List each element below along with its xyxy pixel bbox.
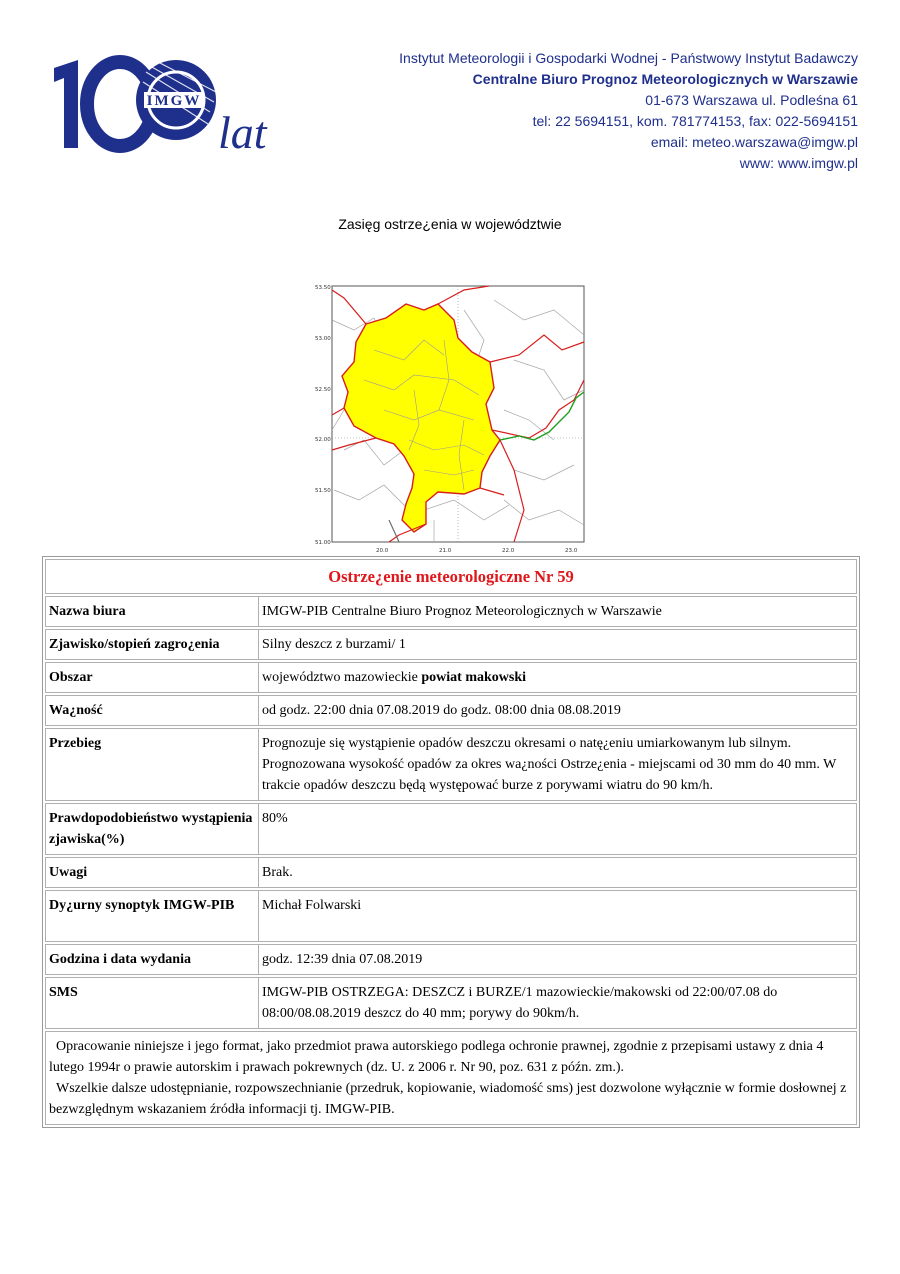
lat-label: 52.00: [315, 437, 331, 443]
row-value: 80%: [262, 811, 288, 826]
warning-title-row: [45, 559, 857, 594]
lat-label: 52.50: [315, 387, 331, 393]
row-label: Nazwa biura: [46, 597, 259, 626]
lat-label: 51.00: [315, 540, 331, 546]
area-region: województwo mazowieckie: [262, 670, 422, 685]
table-row: [45, 977, 857, 1029]
table-row: [45, 695, 857, 726]
row-value: godz. 12:39 dnia 07.08.2019: [262, 952, 423, 967]
lon-label: 22.0: [502, 548, 515, 554]
row-label: Uwagi: [46, 858, 259, 887]
row-value: Michał Folwarski: [262, 898, 362, 913]
row-label: Dy¿urny synoptyk IMGW-PIB: [46, 891, 259, 941]
email: email: meteo.warszawa@imgw.pl: [650, 134, 858, 150]
row-label: SMS: [46, 978, 259, 1028]
warning-title: Ostrze¿enie meteorologiczne Nr 59: [328, 567, 574, 586]
bureau-name: Centralne Biuro Prognoz Meteorologicznych w Warszawie: [472, 71, 858, 87]
imgw-100-lat-logo: [48, 52, 278, 162]
redistribution-notice: Wszelkie dalsze udostępnianie, rozpowszechnianie (przedruk, kopiowanie, wiadomość sms) jest dozwolone wyłącznie w formie dosłownej z bezwzględnym wskazaniem źródła informacji tj. IMGW-PIB.: [49, 1081, 847, 1117]
warning-map: [314, 280, 586, 555]
website: www: www.imgw.pl: [739, 155, 858, 171]
lon-label: 20.0: [376, 548, 389, 554]
row-label: Obszar: [46, 663, 259, 692]
table-row: [45, 857, 857, 888]
logo-suffix: lat: [218, 107, 267, 158]
table-row: [45, 803, 857, 855]
lon-label: 21.0: [439, 548, 452, 554]
table-row: [45, 944, 857, 975]
table-row: [45, 662, 857, 693]
lat-label: 53.00: [315, 336, 331, 342]
area-county: powiat makowski: [421, 670, 527, 685]
lon-label: 23.0: [565, 548, 578, 554]
row-value: od godz. 22:00 dnia 07.08.2019 do godz. 08:00 dnia 08.08.2019: [262, 703, 621, 718]
table-row: [45, 890, 857, 942]
table-row: [45, 728, 857, 801]
copyright-notice: Opracowanie niniejsze i jego format, jako przedmiot prawa autorskiego podlega ochronie prawnej, zgodnie z przepisami ustawy z dnia 4 lutego 1994r o prawie autorskim i prawach pokrewnych (dz. U. z 2006 r. Nr 90, poz. 631 z późn. zm.).: [49, 1039, 824, 1075]
row-label: Zjawisko/stopień zagro¿enia: [46, 630, 259, 659]
phone: tel: 22 5694151, kom. 781774153, fax: 022-5694151: [532, 113, 858, 129]
table-row: [45, 629, 857, 660]
copyright-notice-row: [45, 1031, 857, 1125]
row-value: IMGW-PIB OSTRZEGA: DESZCZ i BURZE/1 mazowieckie/makowski od 22:00/07.08 do 08:00/08.08.2019 deszcz do 40 mm; porywy do 90km/h.: [262, 985, 778, 1021]
row-value: IMGW-PIB Centralne Biuro Prognoz Meteorologicznych w Warszawie: [262, 604, 662, 619]
lat-label: 53.50: [315, 285, 331, 291]
address: 01-673 Warszawa ul. Podleśna 61: [645, 92, 858, 108]
map-caption: Zasięg ostrze¿enia w województwie: [338, 216, 562, 232]
institute-name: Instytut Meteorologii i Gospodarki Wodnej - Państwowy Instytut Badawczy: [399, 50, 858, 66]
row-value: Prognozuje się wystąpienie opadów deszczu okresami o natę¿eniu umiarkowanym lub silnym. Prognozowana wysokość opadów za okres wa¿ności Ostrze¿enia - miejscami od 30 mm do 40 mm. W trakcie opadów deszczu będą występować burze z porywami wiatru do 90 km/h.: [262, 736, 837, 793]
warning-table: [42, 556, 860, 1128]
row-label: Prawdopodobieństwo wystąpienia zjawiska(%): [46, 804, 259, 854]
row-value: Silny deszcz z burzami/ 1: [262, 637, 406, 652]
row-label: Godzina i data wydania: [46, 945, 259, 974]
row-label: Przebieg: [46, 729, 259, 800]
logo-brand: IMGW: [146, 93, 202, 109]
table-row: [45, 596, 857, 627]
institute-header: [298, 48, 858, 174]
lat-label: 51.50: [315, 488, 331, 494]
row-value: Brak.: [262, 865, 293, 880]
row-label: Wa¿ność: [46, 696, 259, 725]
row-value: [259, 663, 856, 692]
